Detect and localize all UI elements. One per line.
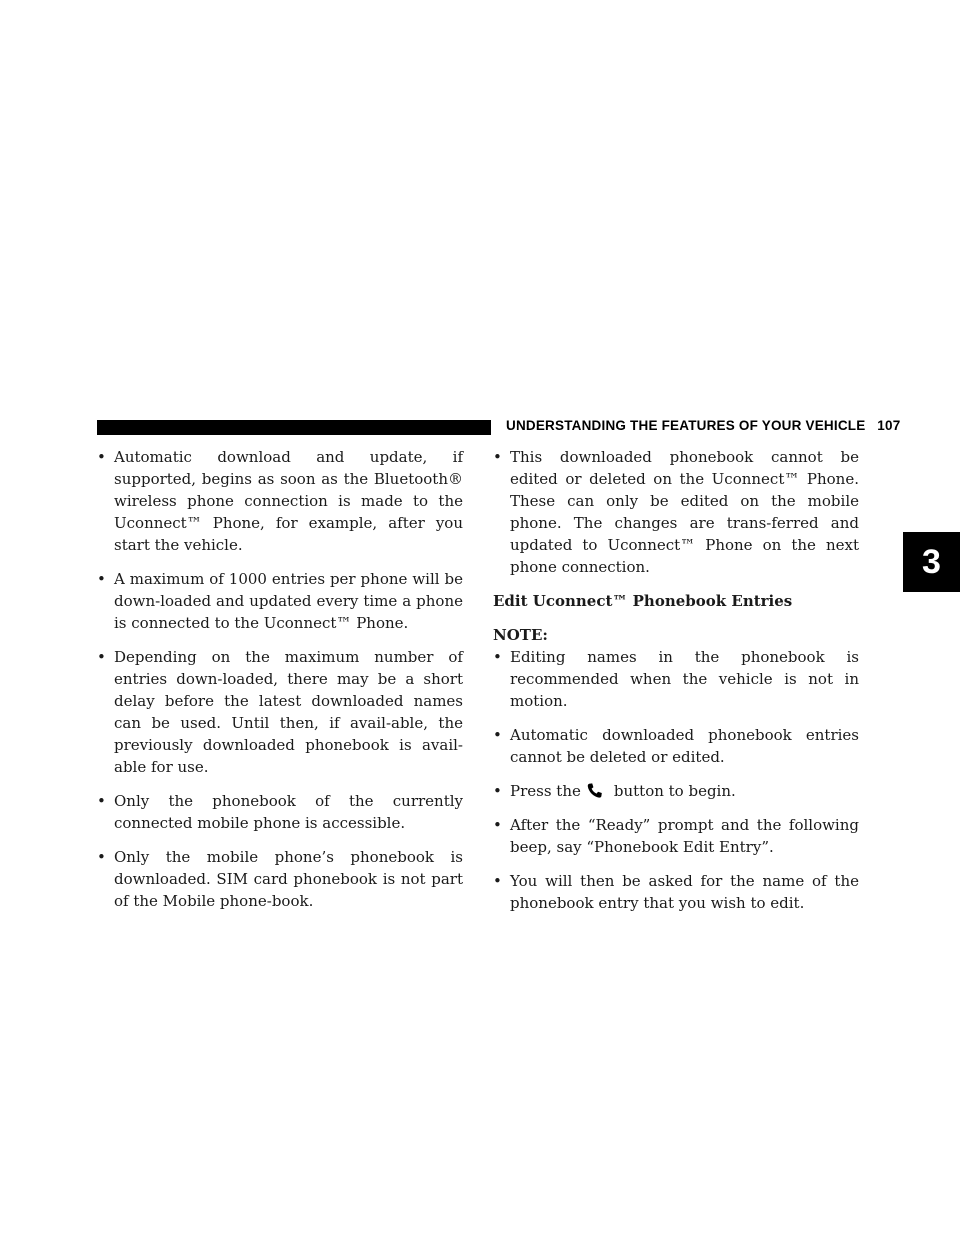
- running-header: [506, 418, 900, 433]
- bullet-item: • Depending on the maximum number of entries down-loaded, there may be a short delay before the latest downloaded names can be used. Until then, if avail-able, the previously downloaded phonebook is avail-able for use.: [97, 646, 463, 778]
- press-text-after: button to begin.: [613, 782, 736, 800]
- chapter-tab: 3: [903, 532, 960, 592]
- header-rule-bar: [97, 420, 491, 435]
- bullet-item: • After the “Ready” prompt and the following beep, say “Phonebook Edit Entry”.: [493, 814, 859, 858]
- bullet-item: • Only the phonebook of the currently connected mobile phone is accessible.: [97, 790, 463, 834]
- bullet-item: • This downloaded phonebook cannot be edited or deleted on the Uconnect™ Phone. These can only be edited on the mobile phone. The changes are trans-ferred and updated to Uconnect™ Phone on the next phone connection.: [493, 446, 859, 578]
- note-label: NOTE:: [493, 626, 548, 644]
- bullet-item: • Automatic downloaded phonebook entries cannot be deleted or edited.: [493, 724, 859, 768]
- bullet-item: • Editing names in the phonebook is recommended when the vehicle is not in motion.: [493, 646, 859, 712]
- bullet-item: • A maximum of 1000 entries per phone will be down-loaded and updated every time a phone is connected to the Uconnect™ Phone.: [97, 568, 463, 634]
- right-column: [493, 446, 859, 926]
- bullet-item: • You will then be asked for the name of the phonebook entry that you wish to edit.: [493, 870, 859, 914]
- page-number: 107: [877, 418, 901, 433]
- press-text-before: Press the: [510, 782, 581, 800]
- press-button-bullet: [493, 780, 859, 802]
- header-title: UNDERSTANDING THE FEATURES OF YOUR VEHICLE: [506, 418, 866, 433]
- left-column: [97, 446, 463, 924]
- section-heading: Edit Uconnect™ Phonebook Entries: [493, 592, 793, 610]
- bullet-item: • Automatic download and update, if supported, begins as soon as the Bluetooth® wireless phone connection is made to the Uconnect™ Phone, for example, after you start the vehicle.: [97, 446, 463, 556]
- bullet-item: • Only the mobile phone’s phonebook is downloaded. SIM card phonebook is not part of the Mobile phone-book.: [97, 846, 463, 912]
- phone-icon: [587, 782, 604, 797]
